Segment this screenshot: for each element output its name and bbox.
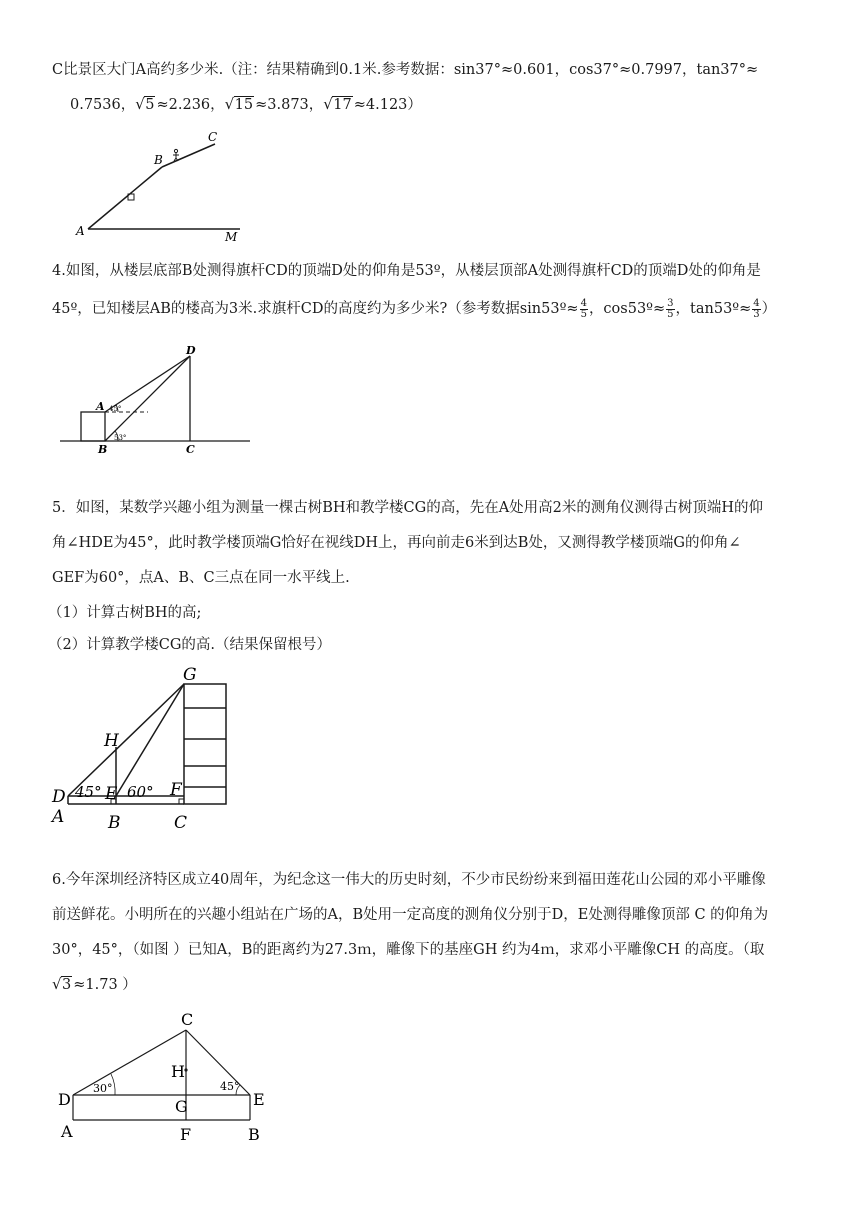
q3-label-b: B — [154, 153, 163, 167]
q6-angle-45: 45° — [220, 1080, 240, 1093]
q3-text-line2 — [70, 95, 840, 115]
q5-text-line3: GEF为60°，点A、B、C三点在同一水平线上. — [52, 570, 350, 586]
q4-label-a: A — [96, 400, 105, 413]
q4-text-part: 45º，已知楼层AB的楼高为3米.求旗杆CD的高度约为多少米?（参考数据sin53º≈ — [52, 301, 579, 317]
q4-text-line2 — [52, 296, 822, 322]
q3-text-part: ≈3.873， — [255, 97, 324, 113]
q5-figure — [50, 662, 250, 834]
q3-text-part: 0.7536， — [70, 97, 136, 113]
q6-text-line2: 前送鲜花。小明所在的兴趣小组站在广场的A，B处用一定高度的测角仪分别于D，E处测得雕像顶部 C 的仰角为 — [52, 907, 769, 923]
fraction-4-5: $\frac{4}{5}$ — [580, 297, 587, 320]
q4-angle-53: 53° — [114, 434, 127, 442]
q6-label-c: C — [181, 1010, 194, 1029]
q4-angle-45: 45° — [109, 405, 122, 413]
q6-label-h: H — [171, 1062, 185, 1081]
q4-label-c: C — [186, 443, 195, 456]
sqrt-5: √ 5 — [135, 95, 155, 113]
q6-label-d: D — [58, 1090, 71, 1109]
q4-label-b: B — [98, 443, 108, 456]
fraction-3-5: $\frac{3}{5}$ — [667, 297, 674, 320]
q6-label-b: B — [248, 1125, 260, 1144]
q5-angle-60: 60° — [127, 783, 154, 801]
q5-subquestion-2: （2）计算教学楼CG的高.（结果保留根号） — [48, 637, 332, 653]
q5-label-c: C — [174, 813, 188, 833]
q5-text-line1: 5．如图，某数学兴趣小组为测量一棵古树BH和教学楼CG的高，先在A处用高2米的测角仪测得古树顶端H的仰 — [52, 500, 764, 516]
q3-label-m: M — [225, 230, 238, 244]
q6-label-e: E — [253, 1090, 265, 1109]
q5-text-line2: 角∠HDE为45°，此时教学楼顶端G恰好在视线DH上，再向前走6米到达B处，又测得教学楼顶端G的仰角∠ — [52, 535, 741, 551]
sqrt-17: √ 17 — [323, 95, 352, 113]
q3-figure — [60, 125, 260, 250]
q5-label-g: G — [183, 665, 197, 685]
q4-text-part: ，tan53º≈ — [675, 301, 752, 317]
q3-label-a: A — [76, 224, 85, 238]
q6-label-g: G — [175, 1097, 188, 1116]
q6-angle-30: 30° — [93, 1082, 113, 1095]
q3-label-c: C — [208, 130, 218, 144]
q5-label-a: A — [52, 807, 65, 827]
q4-text-part: ，cos53º≈ — [588, 301, 666, 317]
q6-label-f: F — [180, 1125, 192, 1144]
q6-figure — [55, 1010, 285, 1150]
sqrt-3: √ 3 — [52, 975, 72, 993]
q3-text-part: ≈2.236， — [156, 97, 225, 113]
q3-text-part: ≈4.123） — [353, 97, 422, 113]
q5-label-h: H — [104, 731, 119, 751]
q4-label-d: D — [186, 344, 196, 357]
q6-text-part: ≈1.73 ） — [73, 977, 137, 993]
q4-text-part: ） — [761, 301, 777, 317]
fraction-4-3: $\frac{4}{3}$ — [753, 297, 760, 320]
q5-label-b: B — [108, 813, 121, 833]
q5-label-d: D — [52, 787, 66, 807]
q4-text-line1: 4.如图，从楼层底部B处测得旗杆CD的顶端D处的仰角是53º，从楼层顶部A处测得旗杆CD的顶端D处的仰角是 — [52, 263, 761, 279]
q5-label-f: F — [170, 780, 182, 800]
q6-text-line4 — [52, 975, 822, 995]
q5-angle-45: 45° — [75, 783, 102, 801]
q3-text-line1: C比景区大门A高约多少米.（注：结果精确到0.1米.参考数据：sin37°≈0.601，cos37°≈0.7997，tan37°≈ — [52, 62, 759, 78]
q5-label-e: E — [105, 784, 118, 804]
q5-subquestion-1: （1）计算古树BH的高; — [48, 605, 202, 621]
sqrt-15: √ 15 — [224, 95, 254, 113]
q4-figure — [58, 342, 258, 457]
q6-label-a: A — [61, 1122, 73, 1141]
q6-text-line1: 6.今年深圳经济特区成立40周年，为纪念这一伟大的历史时刻，不少市民纷纷来到福田莲花山公园的邓小平雕像 — [52, 872, 766, 888]
q6-text-line3: 30°，45°，（如图 ）已知A，B的距离约为27.3ｍ，雕像下的基座GH 约为4ｍ，求邓小平雕像CH 的高度。（取 — [52, 942, 765, 958]
